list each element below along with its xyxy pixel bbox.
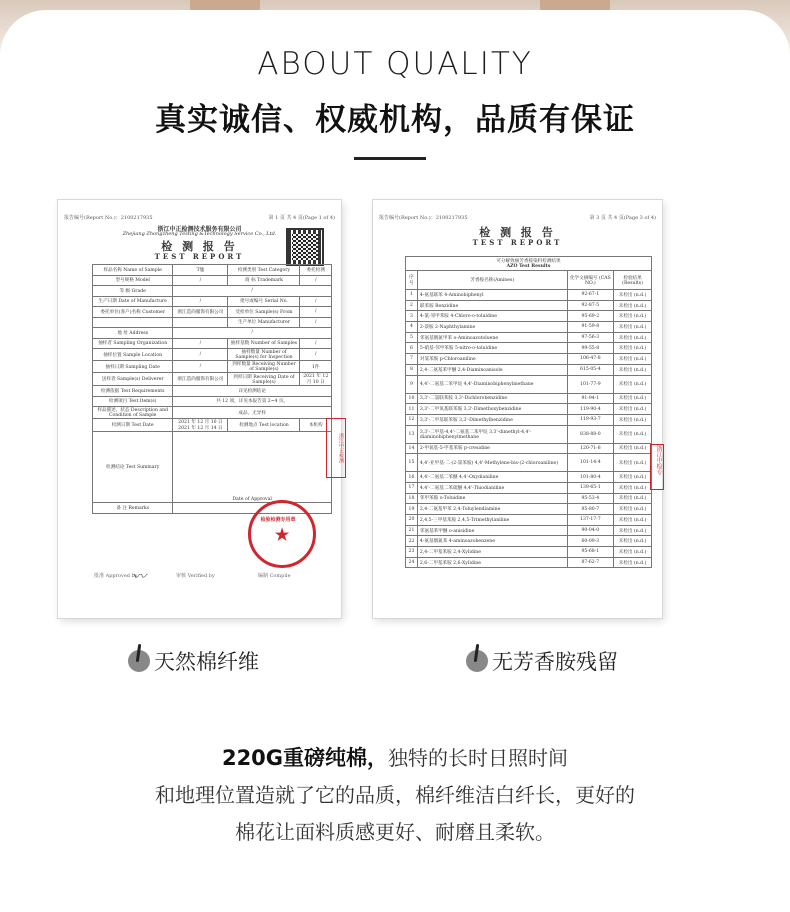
table-cell: 119-90-4 [567, 404, 614, 415]
table-cell: 21 [406, 525, 418, 536]
column-header: 检验结果(Results) [614, 271, 652, 290]
title-divider [354, 157, 426, 160]
feature-no-amines [466, 646, 618, 676]
report-info-cell: 检测地点 Test location [228, 419, 300, 432]
table-cell: 邻氨基偶氮甲苯 o-Aminoazotoluene [417, 332, 567, 343]
report-info-row [93, 275, 332, 286]
approver-signature: 〰 [132, 569, 146, 585]
column-header: 序号 [406, 271, 418, 290]
table-cell: 23 [406, 547, 418, 558]
table-cell: 未检出 (n.d.) [614, 300, 652, 311]
table-cell: 4-氨基联苯 4-Aminobiphenyl [417, 290, 567, 301]
table-cell: 对氯苯胺 p-Chloroaniline [417, 354, 567, 365]
table-cell: 未检出 (n.d.) [614, 404, 652, 415]
table-cell: 101-80-4 [567, 472, 614, 483]
report-info-cell: 1件 [300, 361, 332, 373]
report-info-cell: 抽样位置 Sample Location [93, 349, 173, 361]
table-cell: 联苯胺 Benzidine [417, 300, 567, 311]
report-info-row [93, 407, 332, 419]
org-name-en: Zhejiang Zhongzheng Testing &Technology Service Co., Ltd. [122, 231, 277, 237]
org-name: 浙江中正检测技术服务有限公司 [157, 226, 242, 233]
table-cell: 60-09-3 [567, 536, 614, 547]
table-cell: 99-55-8 [567, 343, 614, 354]
table-cell: 8 [406, 364, 418, 375]
report-info-cell: 生产日期 Date of Manufacture [93, 296, 173, 307]
report-info-cell: 抽样数量 Number of Sample(s) for Inspection [228, 349, 300, 361]
report-info-row [93, 373, 332, 386]
table-title: 可分解致癌芳香胺染料检测结果 [496, 259, 561, 264]
report-info-cell: / [300, 317, 332, 328]
report-info-cell: 到样日期 Receiving Date of Sample(s) [228, 373, 300, 386]
table-cell: 未检出 (n.d.) [614, 322, 652, 333]
table-cell: 未检出 (n.d.) [614, 425, 652, 443]
report-title: 检 测 报 告 [479, 226, 556, 239]
report-info-cell: 抽样者 Sampling Organization [93, 338, 173, 349]
report-info-cell: 到样数量 Receiving Number of Sample(s) [228, 361, 300, 373]
report-info-row [93, 307, 332, 318]
report-info-row [93, 386, 332, 397]
report-info-cell: 浙江造尚服饰有限公司 [173, 373, 228, 386]
summary-content: Date of Approval [173, 432, 332, 503]
report-info-row [93, 286, 332, 297]
table-cell: 未检出 (n.d.) [614, 443, 652, 454]
report-info-cell: / [173, 286, 332, 297]
report-info-row [93, 419, 332, 432]
table-cell: 2,4-二甲基苯胺 2,4-Xylidine [417, 547, 567, 558]
table-cell: 90-04-0 [567, 525, 614, 536]
section-title-cn: 真实诚信、权威机构，品质有保证 [155, 102, 635, 138]
report-info-row [93, 396, 332, 407]
report-info-cell: / [173, 275, 228, 286]
report-info-cell: 检测依据 Test Requirements [93, 386, 173, 397]
table-cell: 3,3'-二甲氧基联苯胺 3,3'-Dimethoxybenzidine [417, 404, 567, 415]
report-info-cell: 型号规格 Model [93, 275, 173, 286]
report-info-cell: / [173, 349, 228, 361]
report-info-cell: 本机构 [300, 419, 332, 432]
summary-row [93, 432, 332, 503]
table-cell: 15 [406, 454, 418, 472]
table-cell: 97-56-3 [567, 332, 614, 343]
table-row [406, 393, 652, 404]
table-cell: 119-93-7 [567, 414, 614, 425]
table-row [406, 557, 652, 568]
table-cell: 未检出 (n.d.) [614, 393, 652, 404]
report-info-cell: 检测类别 Test Category [228, 265, 300, 276]
report-info-cell [93, 317, 173, 328]
table-row [406, 525, 652, 536]
table-cell: 4,4'-二氨基二苯甲烷 4,4'-Diaminobiphenylmethane [417, 375, 567, 393]
table-cell: 14 [406, 443, 418, 454]
official-seal-icon: ★ [248, 500, 316, 568]
table-cell: 3,3'-二氯联苯胺 3,3'-Dichlorobenzidine [417, 393, 567, 404]
table-cell: 未检出 (n.d.) [614, 375, 652, 393]
report-info-cell: 浙江造尚服饰有限公司 [173, 307, 228, 318]
table-cell: 11 [406, 404, 418, 415]
report-info-cell: / [173, 328, 332, 339]
table-row [406, 311, 652, 322]
report-info-row [93, 265, 332, 276]
table-row [406, 504, 652, 515]
column-header: 芳香胺名称(Amines) [417, 271, 567, 290]
report-info-cell: / [173, 361, 228, 373]
approved-label: 批准 Approved by [94, 573, 138, 579]
report-info-cell: 生产单位 Manufacturer [228, 317, 300, 328]
table-cell: 2,4-二氨基甲苯 2,4-Toluylendiamine [417, 504, 567, 515]
table-cell: 101-14-4 [567, 454, 614, 472]
table-cell: 17 [406, 482, 418, 493]
table-cell: 2,6-二甲基苯胺 2,6-Xylidine [417, 557, 567, 568]
table-row [406, 414, 652, 425]
report-info-cell: 等 级 Grade [93, 286, 173, 297]
table-cell: 22 [406, 536, 418, 547]
table-cell: 10 [406, 393, 418, 404]
description-line-3: 棉花让面料质感更好、耐磨且柔软。 [235, 820, 555, 844]
table-row [406, 472, 652, 483]
table-row [406, 354, 652, 365]
seal-text: 检验检测专用章 [260, 516, 296, 523]
report-info-row [93, 361, 332, 373]
table-cell: 未检出 (n.d.) [614, 472, 652, 483]
table-cell: 838-88-0 [567, 425, 614, 443]
report-info-cell: 委托检测 [300, 265, 332, 276]
test-report-page-1 [58, 200, 344, 618]
table-cell: 未检出 (n.d.) [614, 515, 652, 526]
report-info-cell: 送样者 Sample(s) Deliverer [93, 373, 173, 386]
verified-label: 审核 Verified by [176, 573, 215, 579]
table-cell: 未检出 (n.d.) [614, 525, 652, 536]
table-cell: 邻氨基苯甲醚 o-anisidine [417, 525, 567, 536]
report-info-cell: 地 址 Address [93, 328, 173, 339]
table-cell: 未检出 (n.d.) [614, 311, 652, 322]
table-row [406, 290, 652, 301]
table-cell: 92-67-1 [567, 290, 614, 301]
table-cell: 91-59-8 [567, 322, 614, 333]
table-cell: 未检出 (n.d.) [614, 557, 652, 568]
report-info-row [93, 296, 332, 307]
table-cell: 未检出 (n.d.) [614, 482, 652, 493]
table-cell: 615-05-4 [567, 364, 614, 375]
description-line-2: 和地理位置造就了它的品质，棉纤维洁白纤长，更好的 [155, 783, 635, 807]
table-cell: 24 [406, 557, 418, 568]
report-title-en: TEST REPORT [472, 238, 563, 247]
report-info-cell: 抽样日期 Sampling Date [93, 361, 173, 373]
table-cell: 5-硝基-邻甲苯胺 5-nitro-o-toluidine [417, 343, 567, 354]
table-row [406, 493, 652, 504]
page-number: 第 3 页 共 4 页(Page 3 of 4) [589, 215, 656, 221]
table-cell: 139-65-1 [567, 482, 614, 493]
feature-label: 无芳香胺残留 [492, 650, 618, 674]
table-row [406, 454, 652, 472]
report-title: 检 测 报 告 [161, 240, 238, 253]
table-cell: 4 [406, 322, 418, 333]
side-stamp: 浙江中正检测 [326, 418, 346, 478]
feature-label: 天然棉纤维 [154, 650, 259, 674]
table-caption-row [406, 257, 652, 271]
report-info-cell: 详见检测结论 [173, 386, 332, 397]
report-info-cell: 批号或编号 Serial No. [228, 296, 300, 307]
table-cell: 4-氨基偶氮苯 4-aminoazobenzene [417, 536, 567, 547]
table-cell: 95-53-4 [567, 493, 614, 504]
table-cell: 2,4-二氨基苯甲醚 2,4-Diaminoanisole [417, 364, 567, 375]
table-row [406, 536, 652, 547]
table-cell: 3 [406, 311, 418, 322]
table-cell: 91-94-1 [567, 393, 614, 404]
table-cell: 未检出 (n.d.) [614, 364, 652, 375]
table-cell: 101-77-9 [567, 375, 614, 393]
table-cell: 未检出 (n.d.) [614, 536, 652, 547]
table-cell: 未检出 (n.d.) [614, 290, 652, 301]
table-cell: 106-47-8 [567, 354, 614, 365]
section-title-en: ABOUT QUALITY [257, 46, 533, 82]
table-cell: 5 [406, 332, 418, 343]
table-cell: 16 [406, 472, 418, 483]
table-cell: 邻甲苯胺 o-Toluidine [417, 493, 567, 504]
table-cell: 2-萘胺 2-Naphthylamine [417, 322, 567, 333]
table-cell: 137-17-7 [567, 515, 614, 526]
report-info-cell: / [300, 275, 332, 286]
table-row [406, 425, 652, 443]
pin-icon [128, 650, 150, 672]
report-number: 报告编号(Report No.)：2100217935 [379, 215, 468, 221]
report-info-cell: / [300, 338, 332, 349]
table-row [406, 322, 652, 333]
table-cell: 未检出 (n.d.) [614, 547, 652, 558]
table-cell: 6 [406, 343, 418, 354]
table-cell: 13 [406, 425, 418, 443]
table-cell: 未检出 (n.d.) [614, 414, 652, 425]
report-info-cell: / [173, 296, 228, 307]
report-info-cell: 成品、无异样 [173, 407, 332, 419]
table-cell: 9 [406, 375, 418, 393]
table-cell: 2,4,5-三甲基苯胺 2,4,5-Trimethylaniline [417, 515, 567, 526]
table-cell: 3,3'-二甲基-4,4'-二氨基二苯甲烷 3,3'-dimethyl-4,4'-diaminobiphenylmethane [417, 425, 567, 443]
report-info-cell: 2021 年 12 月 10 日 [300, 373, 332, 386]
report-info-cell: / [300, 296, 332, 307]
report-info-cell: 商 标 Trademark [228, 275, 300, 286]
column-header: 化学文摘编号 (CAS NO.) [567, 271, 614, 290]
summary-label: 检测结论 Test Summary [93, 432, 173, 503]
report-info-cell: 抽样基数 Number of Samples [228, 338, 300, 349]
table-cell: 2 [406, 300, 418, 311]
table-cell: 92-87-5 [567, 300, 614, 311]
table-cell: 1 [406, 290, 418, 301]
pin-icon [466, 650, 488, 672]
report-info-row [93, 317, 332, 328]
table-cell: 18 [406, 493, 418, 504]
report-number: 报告编号(Report No.)：2100217935 [64, 215, 153, 221]
table-row [406, 300, 652, 311]
table-cell: 4,4'-亚甲基-二-(2-氯苯胺) 4,4'-Methylene-bis-(2-chloroaniline) [417, 454, 567, 472]
table-cell: 4,4'-二氨基二苯醚 4,4'-Oxydianiline [417, 472, 567, 483]
report-info-cell: / [300, 349, 332, 361]
report-info-row [93, 349, 332, 361]
report-info-cell: 受检单位 Sample(s) From [228, 307, 300, 318]
table-cell: 3,3'-二甲基联苯胺 3,3'-Dimethylbenzidine [417, 414, 567, 425]
table-cell: 12 [406, 414, 418, 425]
report-info-cell: 委托单位(客户)名称 Customer [93, 307, 173, 318]
table-row [406, 364, 652, 375]
compiled-label: 编制 Compile [258, 573, 291, 579]
side-stamp: 浙江中检专 [650, 444, 664, 490]
product-description [0, 740, 790, 851]
description-highlight: 220G重磅纯棉， [221, 746, 389, 770]
table-cell: 19 [406, 504, 418, 515]
report-info-cell: 检测日期 Test Date [93, 419, 173, 432]
report-info-cell: / [173, 338, 228, 349]
table-row [406, 482, 652, 493]
table-cell: 120-71-8 [567, 443, 614, 454]
test-report-page-3 [373, 200, 662, 618]
report-info-cell: 共 12 项，详见本报告第 2~4 页。 [173, 396, 332, 407]
azo-results-table [405, 256, 652, 568]
report-info-row [93, 338, 332, 349]
table-cell: 未检出 (n.d.) [614, 354, 652, 365]
table-row [406, 443, 652, 454]
table-cell: 未检出 (n.d.) [614, 454, 652, 472]
table-cell: 95-80-7 [567, 504, 614, 515]
table-cell: 95-68-1 [567, 547, 614, 558]
report-title-en: TEST REPORT [154, 252, 245, 261]
table-cell: 95-69-2 [567, 311, 614, 322]
feature-natural-cotton [128, 646, 259, 676]
table-cell: 20 [406, 515, 418, 526]
table-row [406, 515, 652, 526]
report-info-cell: 2021 年 12 月 10 日 2021 年 12 月 14 日 [173, 419, 228, 432]
report-info-cell: 检测项目 Test Item(s) [93, 396, 173, 407]
table-cell: 未检出 (n.d.) [614, 343, 652, 354]
table-cell: 未检出 (n.d.) [614, 493, 652, 504]
remarks-label: 备 注 Remarks [93, 503, 173, 514]
table-cell: 未检出 (n.d.) [614, 332, 652, 343]
description-line-1: 独特的长时日照时间 [388, 746, 569, 770]
report-info-row [93, 328, 332, 339]
report-info-cell: 样品描述、状态 Description and Condition of Sample [93, 407, 173, 419]
report-info-table [92, 264, 332, 514]
table-row [406, 332, 652, 343]
table-row [406, 343, 652, 354]
table-cell: 2-甲氧基-5-甲基苯胺 p-cresidine [417, 443, 567, 454]
table-cell: 7 [406, 354, 418, 365]
table-cell: 4-氯-邻甲苯胺 4-Chloro-o-toluidine [417, 311, 567, 322]
table-row [406, 375, 652, 393]
page-number: 第 1 页 共 4 页(Page 1 of 4) [268, 215, 335, 221]
report-info-cell [173, 317, 228, 328]
table-cell: 87-62-7 [567, 557, 614, 568]
report-info-cell: 样品名称 Name of Sample [93, 265, 173, 276]
report-info-cell: T恤 [173, 265, 228, 276]
table-title-en: AZO Test Results [506, 264, 551, 269]
table-row [406, 547, 652, 558]
qr-code-icon [286, 228, 324, 266]
table-cell: 4,4'-二氨基二苯硫醚 4,4'-Thiodianiline [417, 482, 567, 493]
table-row [406, 404, 652, 415]
table-cell: 未检出 (n.d.) [614, 504, 652, 515]
table-header-row [406, 271, 652, 290]
report-info-cell: / [300, 307, 332, 318]
